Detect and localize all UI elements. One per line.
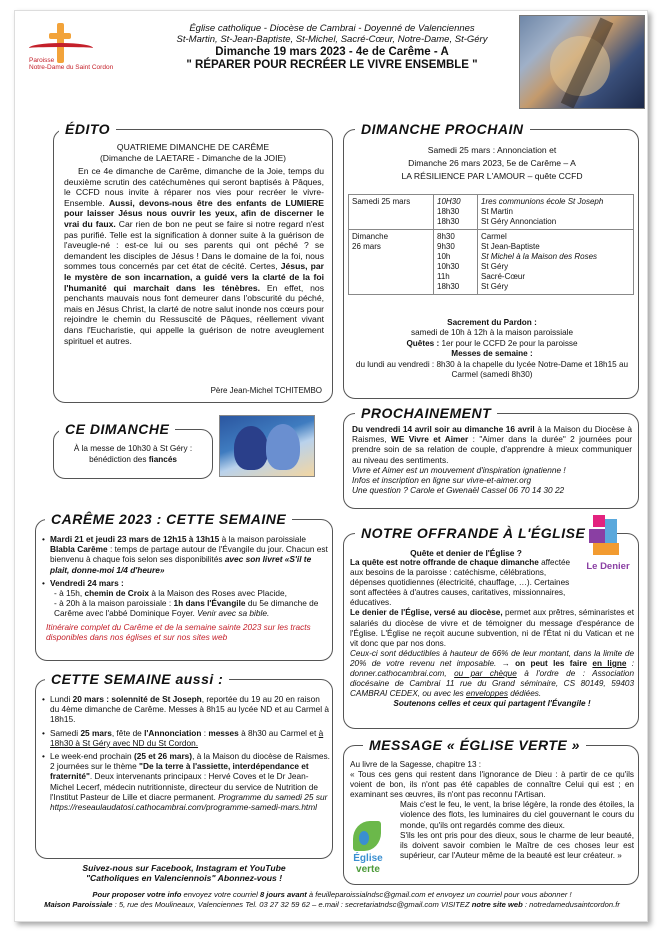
dp-line2: Dimanche 26 mars 2023, 5e de Carême – A (408, 158, 576, 168)
careme-title: CARÊME 2023 : CETTE SEMAINE (45, 511, 292, 528)
edito-title: ÉDITO (59, 121, 116, 138)
header-date: Dimanche 19 mars 2023 - 4e de Carême - A (215, 46, 449, 58)
prochainement-title: PROCHAINEMENT (355, 405, 497, 422)
social-line2: "Catholiques en Valenciennois" Abonnez-vous ! (85, 873, 283, 884)
couple-illustration-image (219, 415, 315, 477)
swoosh-icon (29, 43, 93, 53)
footer-line1: Pour proposer votre info envoyez votre courriel 8 jours avant à feuilleparoissialndsc@gmail.com et envoyez un courriel pour vous abonner ! (92, 890, 572, 899)
careme-box (35, 519, 333, 661)
header-artwork-image (519, 15, 645, 109)
semaine-item-joseph: • Lundi 20 mars : solennité de St Joseph, reportée du 19 au 20 en raison du 4ème dimanche de Carême. Messes à 8h15 au lycée ND et au Carmel à 18h15. (42, 694, 330, 725)
careme-red-note: Itinéraire complet du Carême et de la semaine sainte 2023 sur les tracts disponibles dans nos églises et sur nos sites web (46, 621, 311, 642)
page-footer (29, 890, 635, 910)
header-theme: " RÉPARER POUR RECRÉER LE VIVRE ENSEMBLE " (186, 59, 478, 71)
header-line1: Église catholique - Diocèse de Cambrai - Doyenné de Valenciennes (189, 23, 475, 34)
edito-signature: Père Jean-Michel TCHITEMBO (210, 386, 322, 395)
offrande-p2: Le denier de l'Église, versé au diocèse, permet aux prêtres, séminaristes et salariés du diocèse de vivre et de témoigner du message d'espérance de l'Église. L'Église ne reçoit aucune subvention, ni de l'État ni du Vatican et ne vit donc que par nos dons. (350, 608, 634, 648)
cette-semaine-title: CETTE SEMAINE aussi : (45, 671, 229, 688)
page-header (143, 23, 521, 72)
semaine-item-weekend: • Le week-end prochain (25 et 26 mars), à la Maison du diocèse de Raismes. 2 journées sur le thème "De la terre à l'assiette, interdépendance et fraternité". Deux intervenants principaux : Hervé Coves et le Dr Jean-Michel Lecerf, médecin nutritionniste, directeur du service de Nutrition de l'Institut Pasteur de Lille et diacre permanent. Programme du samedi 25 sur https://reseaulaudatosi.cathocambrai.com/programme-samedi-mars.html (42, 751, 330, 812)
footer-line2: Maison Paroissiale : 5, rue des Moulineaux, Valenciennes Tel. 03 27 32 59 62 – e.mail : secretariatndsc@gmail.com VISITEZ notre site web : notredamedusaintcordon.fr (44, 900, 620, 909)
dp-line3: LA RÉSILIENCE PAR L'AMOUR – quête CCFD (401, 171, 583, 181)
prochainement-italic1: Vivre et Aimer est un mouvement d'inspiration ignatienne ! (352, 464, 566, 475)
cette-semaine-box (35, 679, 333, 859)
schedule-times: 10H30 18h30 18h30 (434, 195, 478, 230)
offrande-closing: Soutenons celles et ceux qui partagent l'Évangile ! (393, 699, 591, 709)
prochainement-text: Du vendredi 14 avril soir au dimanche 16 avril à la Maison du Diocèse à Raismes, WE Vivre et Aimer : "Aimer dans la durée" 2 journées pour prendre soin de sa relation de couple, d'apprendre à mieux communiquer au niveau des sentiments. (352, 424, 632, 465)
parish-logo (27, 23, 147, 69)
ce-dimanche-line1: À la messe de 10h30 à St Géry : (73, 444, 193, 453)
ce-dimanche-title: CE DIMANCHE (59, 421, 175, 438)
dimanche-prochain-box (343, 129, 639, 399)
prochainement-italic2: Infos et inscription en ligne sur vivre-et-aimer.org (352, 475, 532, 486)
message-intro: Au livre de la Sagesse, chapitre 13 : (350, 760, 482, 769)
drop-icon (359, 831, 369, 845)
table-row (349, 230, 634, 295)
dimanche-prochain-title: DIMANCHE PROCHAIN (355, 121, 530, 138)
ce-dimanche-line2: bénédiction des fiancés (89, 454, 177, 464)
pardon-text: samedi de 10h à 12h à la maison paroissiale (410, 328, 574, 338)
schedule-day: Dimanche 26 mars (349, 230, 434, 295)
offrande-p3: Ceux-ci sont déductibles à hauteur de 66% de leur montant, dans la limite de 20% de votre revenu net imposable. → on peut les faire en ligne : donner.cathocambrai.com, ou par chèque à l'ordre de : Association diocésaine de Cambrai 11 rue du Grand séminaire, CS 80149, 59403 CAMBRAI CEDEX, ou avec les enveloppes dédiées. (350, 648, 635, 699)
bulletin-page (14, 10, 648, 922)
offrande-title: NOTRE OFFRANDE À L'ÉGLISE (355, 525, 591, 542)
schedule-places: 1res communions école St Joseph St Martin St Géry Annonciation (478, 195, 634, 230)
verte-logo-line2: verte (356, 864, 380, 875)
schedule-table (348, 194, 634, 295)
careme-item-vendredi: • Vendredi 24 mars : - à 15h, chemin de Croix à la Maison des Roses avec Placide, - à 20h à la maison paroissiale : 1h dans l'Évangile du 5e dimanche de Carême avec l'abbé Dominique Foyer. Venir avec sa bible. (42, 578, 328, 619)
schedule-places: Carmel St Jean-Baptiste St Michel à la Maison des Roses St Géry Sacré-Cœur St Géry (478, 230, 634, 295)
logo-line2: Notre-Dame du Saint Cordon (29, 64, 114, 71)
table-row (349, 195, 634, 230)
careme-item-blabla: • Mardi 21 et jeudi 23 mars de 12h15 à 13h15 à la maison paroissiale Blabla Carême : temps de partage autour de l'Évangile du jour. Chacun est bienvenu à chaque fois selon ses disponibilités avec son livret «S'il te plait, donne-moi 1/4 d'heure» (42, 534, 328, 575)
eglise-verte-logo (345, 817, 391, 879)
denier-logo (581, 513, 635, 579)
logo-line1: Paroisse (29, 57, 55, 64)
edito-heading2: (Dimanche de LAETARE - Dimanche de la JOIE) (99, 152, 287, 163)
prochainement-italic3: Une question ? Carole et Gwenaël Cassel 06 70 14 30 22 (352, 485, 565, 496)
quetes-line: Quêtes : 1er pour le CCFD 2e pour la paroisse (406, 338, 578, 348)
dp-line1: Samedi 25 mars : Annonciation et (427, 145, 557, 155)
social-follow (35, 863, 333, 884)
edito-box (53, 129, 333, 403)
schedule-times: 8h30 9h30 10h 10h30 11h 18h30 (434, 230, 478, 295)
message-title: MESSAGE « ÉGLISE VERTE » (363, 737, 586, 754)
edito-heading1: QUATRIEME DIMANCHE DE CARÊME (116, 142, 270, 152)
header-line2: St-Martin, St-Jean-Baptiste, St-Michel, Sacré-Cœur, Notre-Dame, St-Géry (176, 34, 488, 45)
semaine-item-annonciation: • Samedi 25 mars, fête de l'Annonciation : messes à 8h30 au Carmel et à 18h30 à St Géry avec ND du St Cordon. (42, 728, 330, 748)
prochainement-box (343, 413, 639, 509)
message-p1: « Tous ces gens qui restent dans l'ignorance de Dieu : à partir de ce qu'ils voient de bon, ils n'ont pas été capables de connaître Celui qui est ; en examinant ses œuvres, ils n'ont pas reconnu l'Artisan. (350, 770, 634, 800)
denier-label: Le Denier (586, 561, 630, 572)
messes-title: Messes de semaine : (451, 349, 533, 359)
offrande-p1: La quête est notre offrande de chaque dimanche affectée aux besoins de la paroisse : catéchisme, célébrations, dépenses quotidiennes (électricité, chauffage, …). Certaines sont affectées à d'autres causes, caritatives, missionnaires, éducatives. (350, 558, 571, 608)
pardon-title: Sacrement du Pardon : (447, 318, 537, 327)
message-p3: S'ils les ont pris pour des dieux, sous le charme de leur beauté, ils doivent savoir combien le Maître de ces choses leur est supérieur, car l'Auteur même de la beauté est leur créateur. » (400, 830, 634, 860)
verte-logo-line1: Église (353, 853, 383, 864)
message-p2: Mais c'est le feu, le vent, la brise légère, la ronde des étoiles, la violence des flots, les luminaires du ciel gouvernant le cours du monde, qu'ils ont regardés comme des dieux. (400, 800, 634, 830)
messes-text: du lundi au vendredi : 8h30 à la chapelle du lycée Notre-Dame et 18h15 au Carmel (samedi 8h30) (355, 359, 629, 380)
edito-text: En ce 4e dimanche de Carême, dimanche de la Joie, temps du deuxième scrutin des catéchumènes qui seront baptisés à Pâques, le CCFD nous invite à réparer nos vies pour recréer le vivre-Ensemble. Aussi, devons-nous être des enfants de LUMIERE pour laisser Jésus nous ouvrir les yeux, afin de discerner le vrai du faux. Car rien de bon ne peut se faire si notre regard n'est pas purifié. Telle est la signification à donner suite à la guérison de l'aveugle-né : est-ce lui ou ses parents qui ont péché ? se demandent les disciples de Jésus ! Dans le domaine de la foi, nous sommes tous concernés par cet état de cécité. Certes, Jésus, par le mystère de son incarnation, a guidé vers la clarté de la foi l'humanité qui marchait dans les ténèbres. En effet, nos penchants mauvais nous font demeurer dans l'obscurité du péché, mais en Jésus Christ, la clarté de notre salut inonde nos cœurs pour rejoindre le chemin du Ressuscité de Pâques, réellement vivant dans l'Eucharistie, qui appelle la guérison de notre aveuglement spirituel et autres. (64, 166, 325, 346)
schedule-day: Samedi 25 mars (349, 195, 434, 230)
offrande-subtitle: Quête et denier de l'Église ? (410, 548, 522, 558)
social-line1: Suivez-nous sur Facebook, Instagram et YouTube (82, 863, 286, 873)
